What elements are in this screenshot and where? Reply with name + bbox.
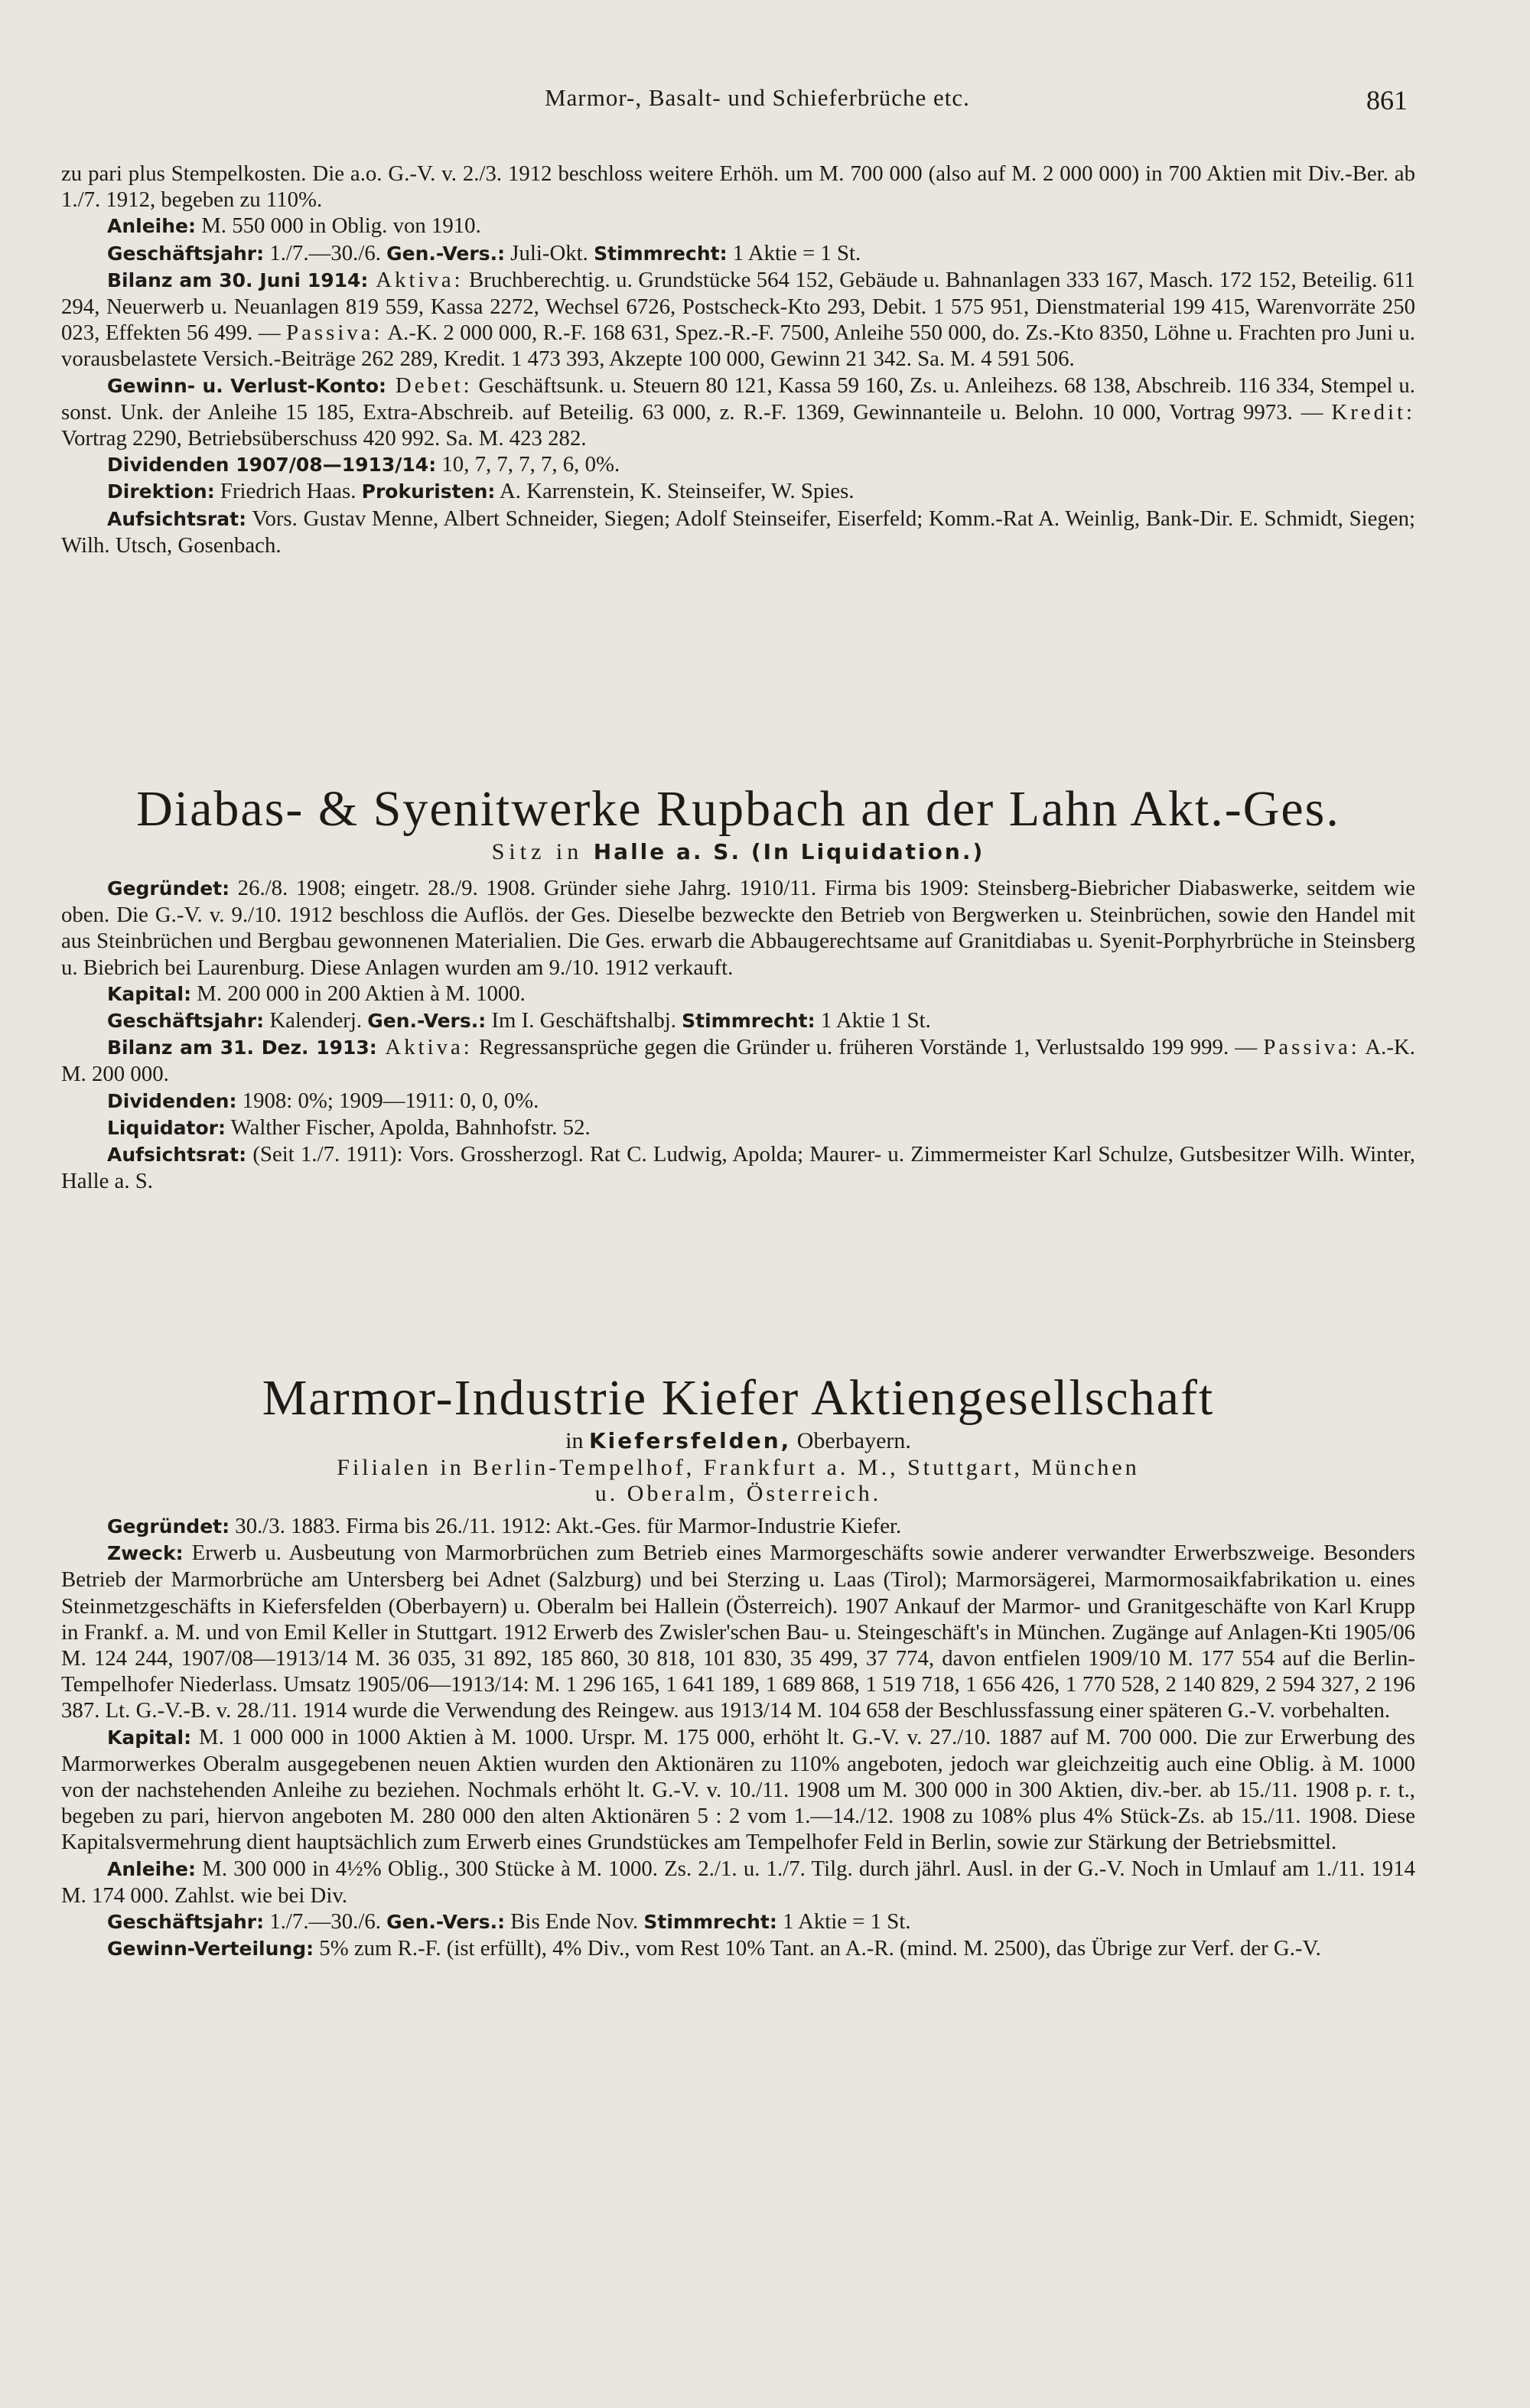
kapital-label: Kapital: — [107, 1726, 192, 1749]
passiva-word: Passiva: — [286, 321, 383, 346]
kapital-label: Kapital: — [107, 982, 192, 1005]
entry-kiefer — [61, 1369, 1415, 1962]
bilanz-text-passiva: A.-K. M. 200 000. — [61, 1035, 1415, 1087]
guv-paragraph — [61, 373, 1415, 452]
bilanz-text: Regressansprüche gegen die Gründer u. früheren Vorstände 1, Verlustsaldo 199 999. — — [472, 1035, 1264, 1060]
dividenden-label: Dividenden: — [107, 1089, 237, 1112]
gewinn-verteilung-paragraph-kiefer — [61, 1935, 1415, 1962]
kapital-text: M. 200 000 in 200 Aktien à M. 1000. — [191, 981, 526, 1006]
entry-continued-intro: zu pari plus Stempelkosten. Die a.o. G.-V. v. 2./3. 1912 beschloss weitere Erhöh. um M. 700 000 (also auf M. 2 000 000) in 700 Aktien mit Div.-Ber. ab 1./7. 1912, begeben zu 110%. — [61, 161, 1415, 213]
geschaeftsjahr-label: Geschäftsjahr: — [107, 242, 265, 265]
kapital-paragraph-kiefer — [61, 1724, 1415, 1856]
geschaeftsjahr-line — [61, 240, 1415, 267]
anleihe-label: Anleihe: — [107, 1857, 196, 1880]
stimmrecht-label: Stimmrecht: — [643, 1911, 777, 1934]
anleihe-text: M. 550 000 in Oblig. von 1910. — [196, 213, 481, 239]
gegruendet-label: Gegründet: — [107, 1515, 230, 1538]
kredit-word: Kredit: — [1331, 399, 1415, 425]
guv-text-kredit: Vortrag 2290, Betriebsüberschuss 420 992. Sa. M. 423 282. — [61, 426, 587, 451]
seat-line-kiefer — [61, 1427, 1415, 1455]
running-head: Marmor-, Basalt- und Schieferbrüche etc. — [545, 84, 970, 111]
gen-vers-text: Im I. Geschäftshalbj. — [486, 1008, 682, 1033]
gegruendet-line-kiefer — [61, 1513, 1415, 1540]
company-title-diabas: Diabas- & Syenitwerke Rupbach an der Lahn Akt.-Ges. — [136, 781, 1340, 837]
guv-label: Gewinn- u. Verlust-Konto: — [107, 374, 387, 397]
bilanz-label: Bilanz am 31. Dez. 1913: — [107, 1036, 377, 1059]
seat-city: Kiefersfelden, — [588, 1428, 792, 1453]
seat-prefix: Sitz in — [491, 839, 594, 864]
anleihe-paragraph-kiefer — [61, 1856, 1415, 1909]
aufsichtsrat-text: (Seit 1./7. 1911): Vors. Grossherzogl. Rat C. Ludwig, Apolda; Maurer- u. Zimmermeister Karl Schulze, Gutsbesitzer Wilh. Winter, Halle a. S. — [61, 1142, 1415, 1194]
zweck-label: Zweck: — [107, 1542, 184, 1565]
company-title-kiefer: Marmor-Industrie Kiefer Aktiengesellschaft — [262, 1370, 1215, 1426]
seat-line-diabas — [61, 838, 1415, 866]
seat-region: Oberbayern. — [791, 1428, 911, 1453]
debet-word: Debet: — [386, 373, 473, 398]
gen-vers-text: Juli-Okt. — [505, 240, 594, 265]
anleihe-text: M. 300 000 in 4½% Oblig., 300 Stücke à M. 1000. Zs. 2./1. u. 1./7. Tilg. durch jährl. Ausl. in der G.-V. Noch in Umlauf am 1./11. 1914 M. 174 000. Zahlst. wie bei Div. — [61, 1856, 1415, 1908]
gen-vers-label: Gen.-Vers.: — [367, 1010, 487, 1033]
anleihe-label: Anleihe: — [107, 215, 196, 238]
bilanz-label: Bilanz am 30. Juni 1914: — [107, 268, 369, 291]
dividenden-text: 1908: 0%; 1909—1911: 0, 0, 0%. — [236, 1088, 539, 1113]
gegruendet-paragraph-diabas — [61, 875, 1415, 981]
direktion-text: Friedrich Haas. — [214, 479, 362, 504]
geschaeftsjahr-line-kiefer — [61, 1909, 1415, 1935]
stimmrecht-text: 1 Aktie = 1 St. — [776, 1909, 911, 1935]
geschaeftsjahr-label: Geschäftsjahr: — [107, 1911, 265, 1934]
dividenden-line-diabas — [61, 1088, 1415, 1115]
stimmrecht-text: 1 Aktie 1 St. — [815, 1008, 931, 1033]
gegruendet-text: 26./8. 1908; eingetr. 28./9. 1908. Gründer siehe Jahrg. 1910/11. Firma bis 1909: Steinsberg-Biebricher Diabaswerke, seitdem wie oben. Die G.-V. v. 9./10. 1912 beschloss die Auflös. der Ges. Dieselbe bezweckte den Betrieb von Bergwerken u. Steinbrüchen, sowie den Handel mit aus Steinbrüchen und Bergbau gewonnenen Materialien. Die Ges. erwarb die Abbaugerechtsame auf Granitdiabas u. Syenit-Porphyrbrüche in Steinsberg u. Biebrich bei Laurenburg. Diese Anlagen wurden am 9./10. 1912 verkauft. — [61, 876, 1415, 980]
aufsichtsrat-label: Aufsichtsrat: — [107, 507, 247, 530]
geschaeftsjahr-label: Geschäftsjahr: — [107, 1010, 265, 1033]
bilanz-paragraph-diabas — [61, 1034, 1415, 1087]
stimmrecht-text: 1 Aktie = 1 St. — [727, 240, 861, 265]
zweck-text: Erwerb u. Ausbeutung von Marmorbrüchen zum Betrieb eines Marmorgeschäfts sowie anderer verwandter Erwerbszweige. Besonders Betrieb der Marmorbrüche am Untersberg bei Adnet (Salzburg) und bei Sterzing u. Laas (Tirol); Marmorsägerei, Marmormosaikfabrikation u. eines Steinmetzgeschäfts in Kiefersfelden (Oberbayern) u. Oberalm bei Hallein (Österreich). 1907 Ankauf der Marmor- und Granitgeschäfte von Karl Krupp in Frankf. a. M. und von Emil Keller in Stuttgart. 1912 Erwerb des Zwisler'schen Bau- u. Steingeschäft's in München. Zugänge auf Anlagen-Kti 1905/06 M. 124 244, 1907/08—1913/14 M. 36 035, 31 892, 185 860, 30 818, 101 830, 35 499, 37 774, davon entfielen 1909/10 M. 177 554 auf die Berlin-Tempelhofer Niederlass. Umsatz 1905/06—1913/14: M. 1 296 165, 1 641 189, 1 689 868, 1 519 718, 1 656 426, 1 770 528, 2 140 829, 2 594 327, 2 196 387. Lt. G.-V.-B. v. 28./11. 1914 wurde die Verwendung des Reingew. aus 1913/14 M. 104 658 der Beschlussfassung einer späteren G.-V. vorbehalten. — [61, 1541, 1415, 1723]
kapital-text: M. 1 000 000 in 1000 Aktien à M. 1000. Urspr. M. 175 000, erhöht lt. G.-V. v. 27./10. 1887 auf M. 700 000. Die zur Erwerbung des Marmorwerkes Oberalm ausgegebenen neuen Aktien wurden den Aktionären zu 110% angeboten, jedoch war gleichzeitig auch eine Oblig. à M. 1000 von der nachstehenden Anleihe zu beziehen. Nochmals erhöht lt. G.-V. v. 10./11. 1908 um M. 300 000 in 300 Aktien, div.-ber. ab 15./11. 1908 p. r. t., begeben zu pari, hiervon angeboten M. 280 000 den alten Aktionären 5 : 2 vom 1.—14./12. 1908 zu 108% plus 4% Stück-Zs. ab 15./11. 1908. Diese Kapitalsvermehrung dient hauptsächlich zum Erwerb eines Grundstückes am Tempelhofer Feld in Berlin, sowie zur Stärkung der Betriebsmittel. — [61, 1724, 1415, 1855]
geschaeftsjahr-text: Kalenderj. — [264, 1008, 368, 1033]
gen-vers-label: Gen.-Vers.: — [386, 1911, 506, 1934]
aktiva-word: Aktiva: — [368, 267, 464, 292]
seat-prefix: in — [565, 1428, 589, 1453]
page-header — [92, 84, 1423, 130]
anleihe-line — [61, 213, 1415, 239]
branches-line-1: Filialen in Berlin-Tempelhof, Frankfurt a. M., Stuttgart, München — [337, 1455, 1140, 1480]
entry-diabas — [61, 780, 1415, 1194]
gewinn-verteilung-label: Gewinn-Verteilung: — [107, 1938, 314, 1961]
seat-city: Halle a. S. — [593, 839, 742, 864]
dividenden-text: 10, 7, 7, 7, 7, 6, 0%. — [436, 452, 620, 477]
branches-line-2: u. Oberalm, Österreich. — [594, 1481, 882, 1506]
aufsichtsrat-paragraph-diabas — [61, 1141, 1415, 1194]
gen-vers-label: Gen.-Vers.: — [386, 242, 506, 265]
dividenden-label: Dividenden 1907/08—1913/14: — [107, 454, 437, 477]
liquidator-label: Liquidator: — [107, 1116, 226, 1139]
passiva-word: Passiva: — [1263, 1035, 1360, 1060]
gewinn-verteilung-text: 5% zum R.-F. (ist erfüllt), 4% Div., vom Rest 10% Tant. an A.-R. (mind. M. 2500), das Übrige zur Verf. der G.-V. — [314, 1936, 1321, 1961]
liquidator-line-diabas — [61, 1115, 1415, 1141]
stimmrecht-label: Stimmrecht: — [682, 1010, 815, 1033]
stimmrecht-label: Stimmrecht: — [594, 242, 728, 265]
direktion-line — [61, 478, 1415, 505]
aktiva-word: Aktiva: — [376, 1035, 473, 1060]
entry-continued — [61, 161, 1415, 558]
aufsichtsrat-label: Aufsichtsrat: — [107, 1144, 247, 1167]
seat-status: (In Liquidation.) — [741, 839, 985, 864]
bilanz-text-passiva: A.-K. 2 000 000, R.-F. 168 631, Spez.-R.-F. 7500, Anleihe 550 000, do. Zs.-Kto 8350, Löhne u. Frachten pro Juni u. vorausbelastete Versich.-Beiträge 262 289, Kredit. 1 473 393, Akzepte 100 000, Gewinn 21 342. Sa. M. 4 591 506. — [61, 321, 1415, 372]
zweck-paragraph-kiefer — [61, 1540, 1415, 1723]
aufsichtsrat-paragraph — [61, 506, 1415, 558]
page-number: 861 — [1366, 85, 1408, 116]
liquidator-text: Walther Fischer, Apolda, Bahnhofstr. 52. — [225, 1115, 591, 1140]
aufsichtsrat-text: Vors. Gustav Menne, Albert Schneider, Siegen; Adolf Steinseifer, Eiserfeld; Komm.-Rat A. Weinlig, Bank-Dir. E. Schmidt, Siegen; Wilh. Utsch, Gosenbach. — [61, 506, 1415, 558]
bilanz-text: Bruchberechtig. u. Grundstücke 564 152, Gebäude u. Bahnanlagen 333 167, Masch. 172 152, Beteilig. 611 294, Neuerwerb u. Neuanlagen 819 559, Kassa 2272, Wechsel 6726, Postscheck-Kto 293, Debit. 1 575 951, Dienstmaterial 199 415, Warenvorräte 250 023, Effekten 56 499. — — [61, 267, 1415, 346]
direktion-label: Direktion: — [107, 480, 215, 503]
geschaeftsjahr-line-diabas — [61, 1007, 1415, 1034]
gegruendet-text: 30./3. 1883. Firma bis 26./11. 1912: Akt.-Ges. für Marmor-Industrie Kiefer. — [230, 1514, 902, 1538]
geschaeftsjahr-text: 1./7.—30./6. — [264, 240, 387, 265]
geschaeftsjahr-text: 1./7.—30./6. — [264, 1909, 387, 1935]
dividenden-line — [61, 451, 1415, 478]
gen-vers-text: Bis Ende Nov. — [505, 1909, 644, 1935]
gegruendet-label: Gegründet: — [107, 877, 230, 900]
bilanz-paragraph — [61, 267, 1415, 373]
prokuristen-text: A. Karrenstein, K. Steinseifer, W. Spies. — [495, 479, 855, 504]
guv-text: Geschäftsunk. u. Steuern 80 121, Kassa 59 160, Zs. u. Anleihezs. 68 138, Abschreib. 116 334, Stempel u. sonst. Unk. der Anleihe 15 185, Extra-Abschreib. auf Beteilig. 63 000, z. R.-F. 1369, Gewinnanteile u. Belohn. 10 000, Vortrag 9973. — — [61, 373, 1415, 425]
prokuristen-label: Prokuristen: — [361, 480, 496, 503]
kapital-line-diabas — [61, 981, 1415, 1007]
